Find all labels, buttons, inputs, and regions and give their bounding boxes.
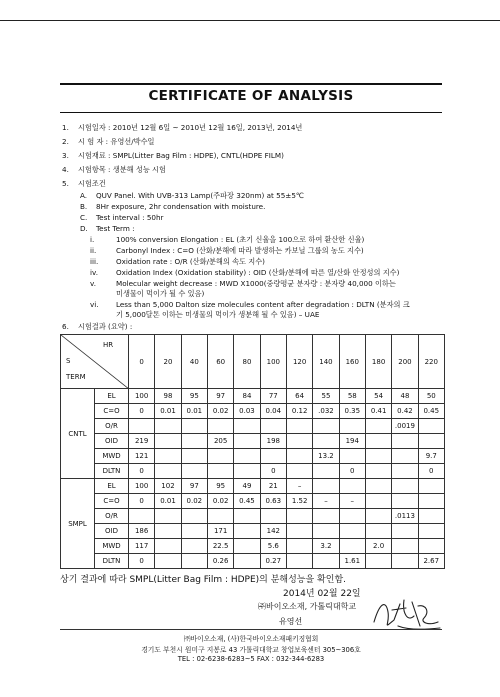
value-cell: .0113	[392, 509, 418, 524]
test-term-line-7-marker: vi.	[90, 300, 99, 309]
value-cell: 198	[260, 434, 286, 449]
value-cell	[286, 419, 312, 434]
value-cell: 142	[260, 524, 286, 539]
value-cell	[392, 449, 418, 464]
value-cell	[313, 464, 339, 479]
value-cell	[365, 494, 391, 509]
value-cell: 0	[339, 464, 365, 479]
results-table	[60, 334, 445, 569]
table-row	[61, 434, 445, 449]
hour-header-cell: 80	[234, 335, 260, 389]
value-cell: 84	[234, 389, 260, 404]
table-header-row	[61, 335, 445, 389]
test-term-line-3-marker: iii.	[90, 257, 99, 266]
value-cell	[313, 509, 339, 524]
value-cell	[207, 464, 233, 479]
value-cell: 0.63	[260, 494, 286, 509]
value-cell	[365, 449, 391, 464]
value-cell	[155, 554, 181, 569]
value-cell: 48	[392, 389, 418, 404]
value-cell	[181, 419, 207, 434]
section-3	[62, 151, 284, 160]
value-cell: 55	[313, 389, 339, 404]
condition-3	[80, 213, 164, 222]
value-cell: –	[313, 494, 339, 509]
value-cell: 21	[260, 479, 286, 494]
value-cell: 5.6	[260, 539, 286, 554]
value-cell: 0.35	[339, 404, 365, 419]
value-cell: –	[339, 494, 365, 509]
value-cell: 1.52	[286, 494, 312, 509]
term-cell: C=O	[95, 494, 129, 509]
value-cell: 186	[129, 524, 155, 539]
condition-1	[80, 191, 304, 200]
term-cell: C=O	[95, 404, 129, 419]
value-cell: 0.04	[260, 404, 286, 419]
test-term-line-5-marker: v.	[90, 279, 96, 288]
table-corner-cell	[61, 335, 129, 389]
test-term-line-5-text: Molecular weight decrease : MWD X1000(중량평균 분자량 : 분자량 40,000 이하는	[116, 279, 396, 288]
value-cell: 171	[207, 524, 233, 539]
section-2-text: 시 험 자 : 유영선/박수일	[78, 137, 155, 146]
value-cell	[313, 419, 339, 434]
condition-2-text: 8Hr exposure, 2hr condensation with moisture.	[96, 202, 266, 211]
section-4	[62, 165, 166, 174]
value-cell	[313, 434, 339, 449]
corner-hr-label: HR	[103, 341, 114, 349]
value-cell: 0.45	[418, 404, 444, 419]
conclusion-text: 상기 결과에 따라 SMPL(Litter Bag Film : HDPE)의 분해성능을 확인함.	[60, 575, 347, 585]
value-cell: 219	[129, 434, 155, 449]
value-cell	[392, 494, 418, 509]
value-cell: 0	[129, 464, 155, 479]
value-cell: 97	[207, 389, 233, 404]
value-cell: 1.61	[339, 554, 365, 569]
value-cell: 22.5	[207, 539, 233, 554]
value-cell	[418, 509, 444, 524]
value-cell	[155, 524, 181, 539]
value-cell	[365, 524, 391, 539]
value-cell: 194	[339, 434, 365, 449]
value-cell	[286, 554, 312, 569]
test-term-line-4-text: Oxidation Index (Oxidation stability) : OID (산화/분해에 따른 열/산화 안정성의 지수)	[116, 268, 400, 277]
value-cell	[155, 539, 181, 554]
term-cell: O/R	[95, 509, 129, 524]
value-cell: 13.2	[313, 449, 339, 464]
term-cell: O/R	[95, 419, 129, 434]
value-cell: 0.12	[286, 404, 312, 419]
term-cell: DLTN	[95, 554, 129, 569]
value-cell: 3.2	[313, 539, 339, 554]
value-cell	[392, 554, 418, 569]
value-cell: 0.01	[155, 494, 181, 509]
group-label-cell: CNTL	[61, 389, 95, 479]
section-4-text: 시험항목 : 생분해 성능 시험	[78, 165, 166, 174]
hour-header-cell: 200	[392, 335, 418, 389]
value-cell	[365, 554, 391, 569]
value-cell: 0.02	[181, 494, 207, 509]
test-term-line-1	[90, 235, 364, 244]
value-cell	[339, 539, 365, 554]
value-cell	[155, 419, 181, 434]
value-cell	[181, 509, 207, 524]
value-cell	[286, 509, 312, 524]
value-cell: 50	[418, 389, 444, 404]
value-cell: 0.27	[260, 554, 286, 569]
footer-company: ㈜바이오소재, (사)한국바이오소재패키징협회	[183, 635, 319, 643]
term-cell: OID	[95, 524, 129, 539]
value-cell: 2.0	[365, 539, 391, 554]
value-cell: 64	[286, 389, 312, 404]
hour-header-cell: 160	[339, 335, 365, 389]
corner-s-label: S	[66, 357, 71, 365]
value-cell: 58	[339, 389, 365, 404]
value-cell	[286, 539, 312, 554]
condition-4	[80, 224, 135, 233]
hour-header-cell: 40	[181, 335, 207, 389]
section-3-marker: 3.	[62, 151, 69, 160]
term-cell: MWD	[95, 449, 129, 464]
term-cell: DLTN	[95, 464, 129, 479]
hour-header-cell: 180	[365, 335, 391, 389]
hour-header-cell: 60	[207, 335, 233, 389]
value-cell	[155, 464, 181, 479]
value-cell	[313, 524, 339, 539]
handwritten-signature	[368, 592, 444, 634]
value-cell	[234, 464, 260, 479]
section-2-marker: 2.	[62, 137, 69, 146]
value-cell	[392, 479, 418, 494]
value-cell: 100	[129, 479, 155, 494]
value-cell: 117	[129, 539, 155, 554]
value-cell: 2.67	[418, 554, 444, 569]
issue-date: 2014년 02월 22일	[283, 589, 361, 599]
value-cell: .032	[313, 404, 339, 419]
hour-header-cell: 220	[418, 335, 444, 389]
results-heading-marker: 6.	[62, 322, 69, 331]
value-cell	[234, 524, 260, 539]
value-cell	[339, 419, 365, 434]
test-term-line-7-text: Less than 5,000 Dalton size molecules content after degradation : DLTN (분자의 크	[116, 300, 410, 309]
table-row	[61, 554, 445, 569]
value-cell	[339, 524, 365, 539]
test-term-line-2	[90, 246, 364, 255]
value-cell	[181, 524, 207, 539]
value-cell	[286, 464, 312, 479]
value-cell: 0.01	[181, 404, 207, 419]
footer-address: 경기도 부천시 원미구 지봉로 43 가톨릭대학교 창업보육센터 305~306호	[141, 646, 361, 654]
value-cell	[260, 509, 286, 524]
table-row	[61, 539, 445, 554]
title-top-rule	[60, 83, 442, 85]
section-2	[62, 137, 154, 146]
hour-header-cell: 120	[286, 335, 312, 389]
value-cell: 77	[260, 389, 286, 404]
test-term-line-6	[90, 289, 204, 298]
table-row	[61, 419, 445, 434]
value-cell	[418, 479, 444, 494]
test-term-line-1-text: 100% conversion Elongation : EL (초기 신율을 100으로 하여 환산한 신율)	[116, 235, 365, 244]
results-heading	[62, 322, 132, 331]
value-cell	[181, 449, 207, 464]
value-cell	[339, 509, 365, 524]
table-row	[61, 479, 445, 494]
table-row	[61, 464, 445, 479]
value-cell: 0	[129, 404, 155, 419]
test-term-line-6-text: 미생물이 먹이가 될 수 있음)	[116, 289, 205, 298]
value-cell	[313, 479, 339, 494]
value-cell	[181, 464, 207, 479]
value-cell	[234, 419, 260, 434]
value-cell: 0.41	[365, 404, 391, 419]
group-label-cell: SMPL	[61, 479, 95, 569]
test-term-line-7	[90, 300, 410, 309]
value-cell: 0.02	[207, 494, 233, 509]
value-cell	[365, 464, 391, 479]
value-cell	[234, 434, 260, 449]
test-term-line-1-marker: i.	[90, 235, 95, 244]
term-cell: MWD	[95, 539, 129, 554]
table-row	[61, 509, 445, 524]
issuing-organization: ㈜바이오소재, 가톨릭대학교	[258, 602, 357, 611]
value-cell	[181, 434, 207, 449]
value-cell	[339, 479, 365, 494]
document-title: CERTIFICATE OF ANALYSIS	[148, 88, 354, 104]
value-cell: 0	[418, 464, 444, 479]
value-cell: 54	[365, 389, 391, 404]
condition-4-marker: D.	[80, 224, 88, 233]
value-cell	[181, 554, 207, 569]
value-cell	[365, 509, 391, 524]
value-cell	[392, 434, 418, 449]
term-cell: EL	[95, 479, 129, 494]
value-cell: 0	[129, 554, 155, 569]
hour-header-cell: 0	[129, 335, 155, 389]
value-cell	[234, 539, 260, 554]
value-cell	[234, 449, 260, 464]
section-5-marker: 5.	[62, 179, 69, 188]
footer-contact: TEL : 02-6238-6283~5 FAX : 032-344-6283	[177, 655, 325, 663]
condition-1-marker: A.	[80, 191, 88, 200]
value-cell	[418, 539, 444, 554]
hour-header-cell: 100	[260, 335, 286, 389]
test-term-line-4-marker: iv.	[90, 268, 98, 277]
section-4-marker: 4.	[62, 165, 69, 174]
value-cell: 97	[181, 479, 207, 494]
value-cell	[129, 509, 155, 524]
condition-2-marker: B.	[80, 202, 88, 211]
test-term-line-8	[90, 310, 319, 319]
value-cell	[234, 554, 260, 569]
term-cell: OID	[95, 434, 129, 449]
test-term-line-3-text: Oxidation rate : O/R (산화/분해의 속도 지수)	[116, 257, 265, 266]
value-cell: .0019	[392, 419, 418, 434]
value-cell	[207, 419, 233, 434]
value-cell	[260, 419, 286, 434]
condition-1-text: QUV Panel. With UVB-313 Lamp(주파장 320nm) at 55±5℃	[96, 191, 304, 200]
test-term-line-8-text: 기 5,000달톤 이하는 미생물의 먹이가 생분해 될 수 있음) – UAE	[116, 310, 320, 319]
value-cell	[418, 434, 444, 449]
value-cell: 121	[129, 449, 155, 464]
test-term-line-4	[90, 268, 399, 277]
section-5-text: 시험조건	[78, 179, 106, 188]
section-3-text: 시험재료 : SMPL(Litter Bag Film : HDPE), CNTL(HDPE FILM)	[78, 151, 284, 160]
value-cell: 98	[155, 389, 181, 404]
table-row	[61, 449, 445, 464]
term-cell: EL	[95, 389, 129, 404]
value-cell: –	[286, 479, 312, 494]
value-cell: 95	[207, 479, 233, 494]
table-row	[61, 404, 445, 419]
value-cell	[418, 524, 444, 539]
value-cell	[418, 494, 444, 509]
value-cell	[365, 434, 391, 449]
value-cell	[365, 479, 391, 494]
value-cell: 0.01	[155, 404, 181, 419]
condition-2	[80, 202, 265, 211]
value-cell	[155, 509, 181, 524]
section-1-text: 시험일자 : 2010년 12월 6일 ~ 2010년 12월 16일, 2013년, 2014년	[78, 123, 303, 132]
test-term-line-3	[90, 257, 265, 266]
title-bottom-rule	[60, 112, 442, 113]
value-cell: 95	[181, 389, 207, 404]
value-cell	[365, 419, 391, 434]
value-cell: 49	[234, 479, 260, 494]
value-cell: 205	[207, 434, 233, 449]
value-cell	[418, 419, 444, 434]
value-cell: 0.26	[207, 554, 233, 569]
value-cell: 0	[129, 494, 155, 509]
value-cell: 0.45	[234, 494, 260, 509]
value-cell	[207, 449, 233, 464]
value-cell	[392, 524, 418, 539]
value-cell	[313, 554, 339, 569]
test-term-line-2-marker: ii.	[90, 246, 97, 255]
section-1-marker: 1.	[62, 123, 69, 132]
value-cell: 0.03	[234, 404, 260, 419]
value-cell	[181, 539, 207, 554]
table-row	[61, 524, 445, 539]
table-row	[61, 389, 445, 404]
value-cell: 102	[155, 479, 181, 494]
value-cell: 0.02	[207, 404, 233, 419]
test-term-line-2-text: Carbonyl Index : C=O (산화/분해에 따라 발생하는 카보닐 그룹의 농도 지수)	[116, 246, 364, 255]
section-1	[62, 123, 302, 132]
value-cell: 100	[129, 389, 155, 404]
footer-rule	[60, 629, 442, 630]
value-cell	[234, 509, 260, 524]
hour-header-cell: 20	[155, 335, 181, 389]
value-cell	[155, 434, 181, 449]
value-cell	[260, 449, 286, 464]
condition-4-text: Test Term :	[96, 224, 135, 233]
value-cell	[286, 449, 312, 464]
value-cell	[286, 434, 312, 449]
value-cell	[339, 449, 365, 464]
section-5	[62, 179, 106, 188]
test-term-line-5	[90, 279, 396, 288]
value-cell	[129, 419, 155, 434]
table-row	[61, 494, 445, 509]
signatory-name: 유영선	[279, 617, 303, 626]
value-cell	[207, 509, 233, 524]
condition-3-marker: C.	[80, 213, 88, 222]
value-cell: 0.42	[392, 404, 418, 419]
results-heading-text: 시험결과 (요약) :	[78, 322, 133, 331]
value-cell: 0	[260, 464, 286, 479]
page-top-rule	[0, 20, 500, 21]
value-cell	[155, 449, 181, 464]
value-cell	[392, 539, 418, 554]
value-cell	[286, 524, 312, 539]
corner-term-label: TERM	[66, 373, 86, 381]
value-cell: 9.7	[418, 449, 444, 464]
hour-header-cell: 140	[313, 335, 339, 389]
value-cell	[392, 464, 418, 479]
condition-3-text: Test interval : 50hr	[96, 213, 164, 222]
